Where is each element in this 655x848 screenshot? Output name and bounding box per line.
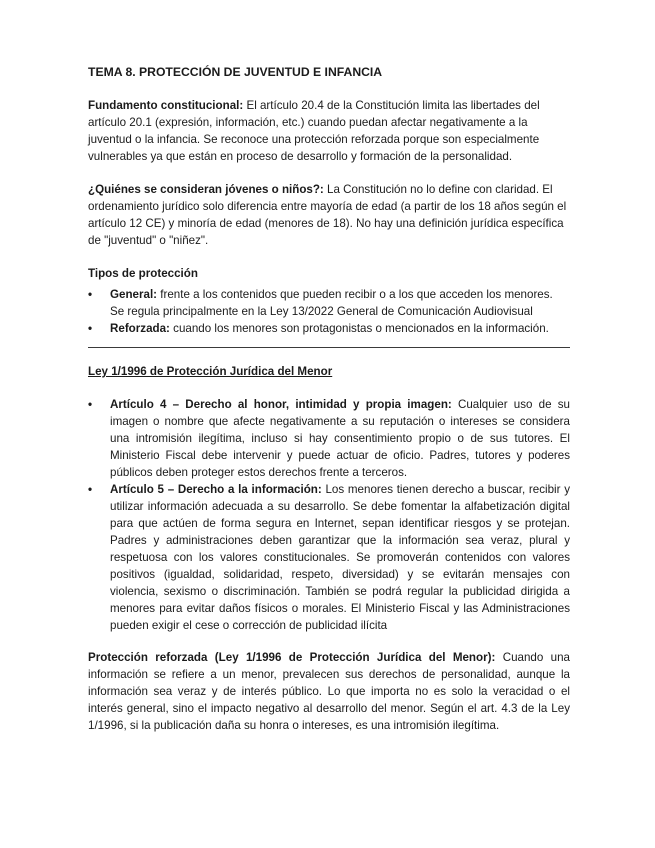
paragraph-proteccion-reforzada bbox=[88, 649, 570, 734]
list-item-body bbox=[110, 481, 570, 634]
list-item-articulo-4 bbox=[88, 396, 570, 481]
list-item-articulo-5 bbox=[88, 481, 570, 634]
proteccion-reforzada-lead: Protección reforzada (Ley 1/1996 de Protección Jurídica del Menor): bbox=[88, 651, 496, 664]
proteccion-reforzada-text: Cuando una información se refiere a un menor, prevalecen sus derechos de personalidad, aunque la información sea veraz y de interés público. Lo que importa no es solo la veracidad o el interés general, sino el impacto negativo al desarrollo del menor. Según el art. 4.3 de la Ley 1/1996, si la publicación daña su honra o intereses, es una intromisión ilegítima. bbox=[88, 651, 570, 732]
list-item-body bbox=[110, 286, 570, 320]
general-lead: General: bbox=[110, 288, 158, 301]
document-title: TEMA 8. PROTECCIÓN DE JUVENTUD E INFANCIA bbox=[88, 65, 383, 79]
articulo-4-text: Cualquier uso de su imagen o nombre que afecte negativamente a su reputación o intereses se considera una intromisión ilegítima, incluso si hay consentimiento propio o de sus tutores. El Ministerio Fiscal debe intervenir y puede actuar de oficio. Padres, tutores y poderes públicos deben proteger estos derechos frente a terceros. bbox=[110, 398, 570, 479]
general-text: frente a los contenidos que pueden recibir o a los que acceden los menores. Se regula principalmente en la Ley 13/2022 General de Comunicación Audiovisual bbox=[110, 288, 553, 318]
section-divider bbox=[88, 347, 570, 348]
quienes-lead: ¿Quiénes se consideran jóvenes o niños?: bbox=[88, 183, 324, 196]
list-item-general bbox=[88, 286, 570, 320]
bullet-icon: • bbox=[88, 322, 93, 335]
fundamento-lead: Fundamento constitucional: bbox=[88, 99, 244, 112]
reforzada-item-text: cuando los menores son protagonistas o mencionados en la información. bbox=[169, 322, 549, 335]
bullet-icon: • bbox=[88, 483, 93, 496]
reforzada-item-lead: Reforzada: bbox=[110, 322, 170, 335]
list-item-body bbox=[110, 396, 570, 481]
articulo-5-text: Los menores tienen derecho a buscar, recibir y utilizar información adecuada a su desarrollo. Se debe fomentar la alfabetización digital para que actúen de forma segura en Internet, sepan identificar riesgos y se protejan. Padres y administraciones deben garantizar que la información sea veraz, plural y respetuosa con los valores constitucionales. Se promoverán contenidos con valores positivos (igualdad, solidaridad, respeto, diversidad) y se evitarán mensajes con violencia, sexismo o discriminación. También se podrá regular la publicidad dirigida a menores para evitar daños físicos o morales. El Ministerio Fiscal y las Administraciones pueden exigir el cese o corrección de publicidad ilícita bbox=[110, 483, 570, 632]
paragraph-quienes-jovenes-ninos bbox=[88, 181, 570, 249]
list-item-reforzada bbox=[88, 320, 570, 337]
ley-1996-list bbox=[88, 396, 570, 634]
quienes-text: La Constitución no lo define con claridad. El ordenamiento jurídico solo diferencia entre mayoría de edad (a partir de los 18 años según el artículo 12 CE) y minoría de edad (menores de 18). No hay una definición jurídica específica de "juventud" o "niñez". bbox=[88, 183, 567, 247]
articulo-4-lead: Artículo 4 – Derecho al honor, intimidad y propia imagen: bbox=[110, 398, 452, 411]
tipos-proteccion-list bbox=[88, 286, 570, 337]
bullet-icon: • bbox=[88, 398, 93, 411]
paragraph-fundamento-constitucional bbox=[88, 97, 570, 165]
bullet-icon: • bbox=[88, 288, 93, 301]
fundamento-text: El artículo 20.4 de la Constitución limita las libertades del artículo 20.1 (expresión, información, etc.) cuando puedan afectar negativamente a la juventud o la infancia. Se reconoce una protección reforzada porque son especialmente vulnerables ya que están en proceso de desarrollo y formación de la personalidad. bbox=[88, 99, 540, 163]
list-item-body bbox=[110, 320, 570, 337]
ley-1996-heading: Ley 1/1996 de Protección Jurídica del Menor bbox=[88, 365, 333, 378]
articulo-5-lead: Artículo 5 – Derecho a la información: bbox=[110, 483, 322, 496]
tipos-proteccion-heading: Tipos de protección bbox=[88, 267, 198, 280]
